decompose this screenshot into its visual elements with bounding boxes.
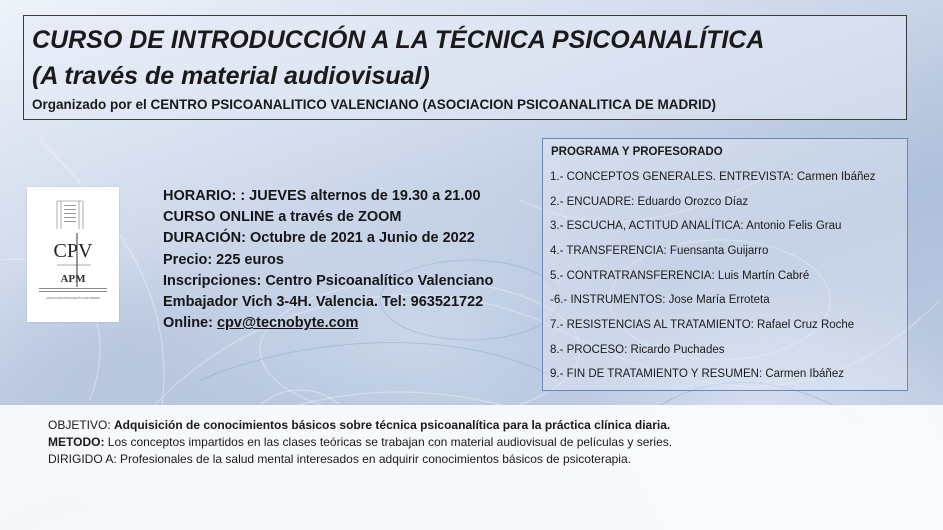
svg-text:CPV: CPV xyxy=(53,240,93,262)
program-item: 7.- RESISTENCIAS AL TRATAMIENTO: Rafael Cruz Roche xyxy=(550,319,855,331)
program-item: 9.- FIN DE TRATAMIENTO Y RESUMEN: Carmen Ibáñez xyxy=(550,368,844,380)
format-text: CURSO ONLINE a través de ZOOM xyxy=(163,209,402,226)
objective-text: Adquisición de conocimientos básicos sobre técnica psicoanalítica para la práctica clínica diaria. xyxy=(114,418,671,432)
online-label: Online: xyxy=(163,315,217,332)
price-text: Precio: 225 euros xyxy=(163,251,284,268)
program-heading: PROGRAMA Y PROFESORADO xyxy=(551,146,723,158)
course-info xyxy=(163,186,493,334)
audience-line xyxy=(48,452,631,466)
footer-panel xyxy=(0,405,943,530)
cpv-logo xyxy=(27,187,119,322)
objective-line xyxy=(48,418,670,432)
program-item: -6.- INSTRUMENTOS: Jose María Erroteta xyxy=(550,294,770,306)
objective-label: OBJETIVO: xyxy=(48,418,115,432)
svg-text:APM: APM xyxy=(60,273,86,285)
duration-text: DURACIÓN: Octubre de 2021 a Junio de 2022 xyxy=(163,230,475,247)
organizer-text: Organizado por el CENTRO PSICOANALITICO VALENCIANO (ASOCIACION PSICOANALITICA DE MADRID) xyxy=(32,97,717,112)
program-item: 1.- CONCEPTOS GENERALES. ENTREVISTA: Carmen Ibáñez xyxy=(550,171,876,183)
program-item: 4.- TRANSFERENCIA: Fuensanta Guijarro xyxy=(550,245,769,257)
registration-text: Inscripciones: Centro Psicoanalítico Valenciano xyxy=(163,272,494,289)
course-subtitle: (A través de material audiovisual) xyxy=(32,62,430,90)
program-box xyxy=(542,138,908,391)
svg-text:ASOCIACIÓN PSICOANALÍTICA DE M: ASOCIACIÓN PSICOANALÍTICA DE MADRID xyxy=(46,297,100,300)
method-label: METODO: xyxy=(48,435,108,449)
program-item: 2.- ENCUADRE: Eduardo Orozco Díaz xyxy=(550,196,749,208)
program-item: 8.- PROCESO: Ricardo Puchades xyxy=(550,344,725,356)
schedule-text: HORARIO: : JUEVES alternos de 19.30 a 21.00 xyxy=(163,188,481,204)
method-line xyxy=(48,435,672,449)
email-link[interactable]: cpv@tecnobyte.com xyxy=(216,315,359,332)
audience-text: Profesionales de la salud mental interesados en adquirir conocimientos básicos de psicoterapia. xyxy=(120,452,631,466)
online-contact xyxy=(163,313,493,334)
course-title: CURSO DE INTRODUCCIÓN A LA TÉCNICA PSICOANALÍTICA xyxy=(32,26,765,54)
method-text: Los conceptos impartidos en las clases teóricas se trabajan con material audiovisual de películas y series. xyxy=(107,435,673,449)
program-item: 3.- ESCUCHA, ACTITUD ANALÍTICA: Antonio Felis Grau xyxy=(550,220,842,232)
title-box xyxy=(23,15,907,120)
program-item: 5.- CONTRATRANSFERENCIA: Luis Martín Cabré xyxy=(550,270,810,282)
address-text: Embajador Vich 3-4H. Valencia. Tel: 963521722 xyxy=(163,294,484,311)
audience-label: DIRIGIDO A: xyxy=(48,452,121,466)
